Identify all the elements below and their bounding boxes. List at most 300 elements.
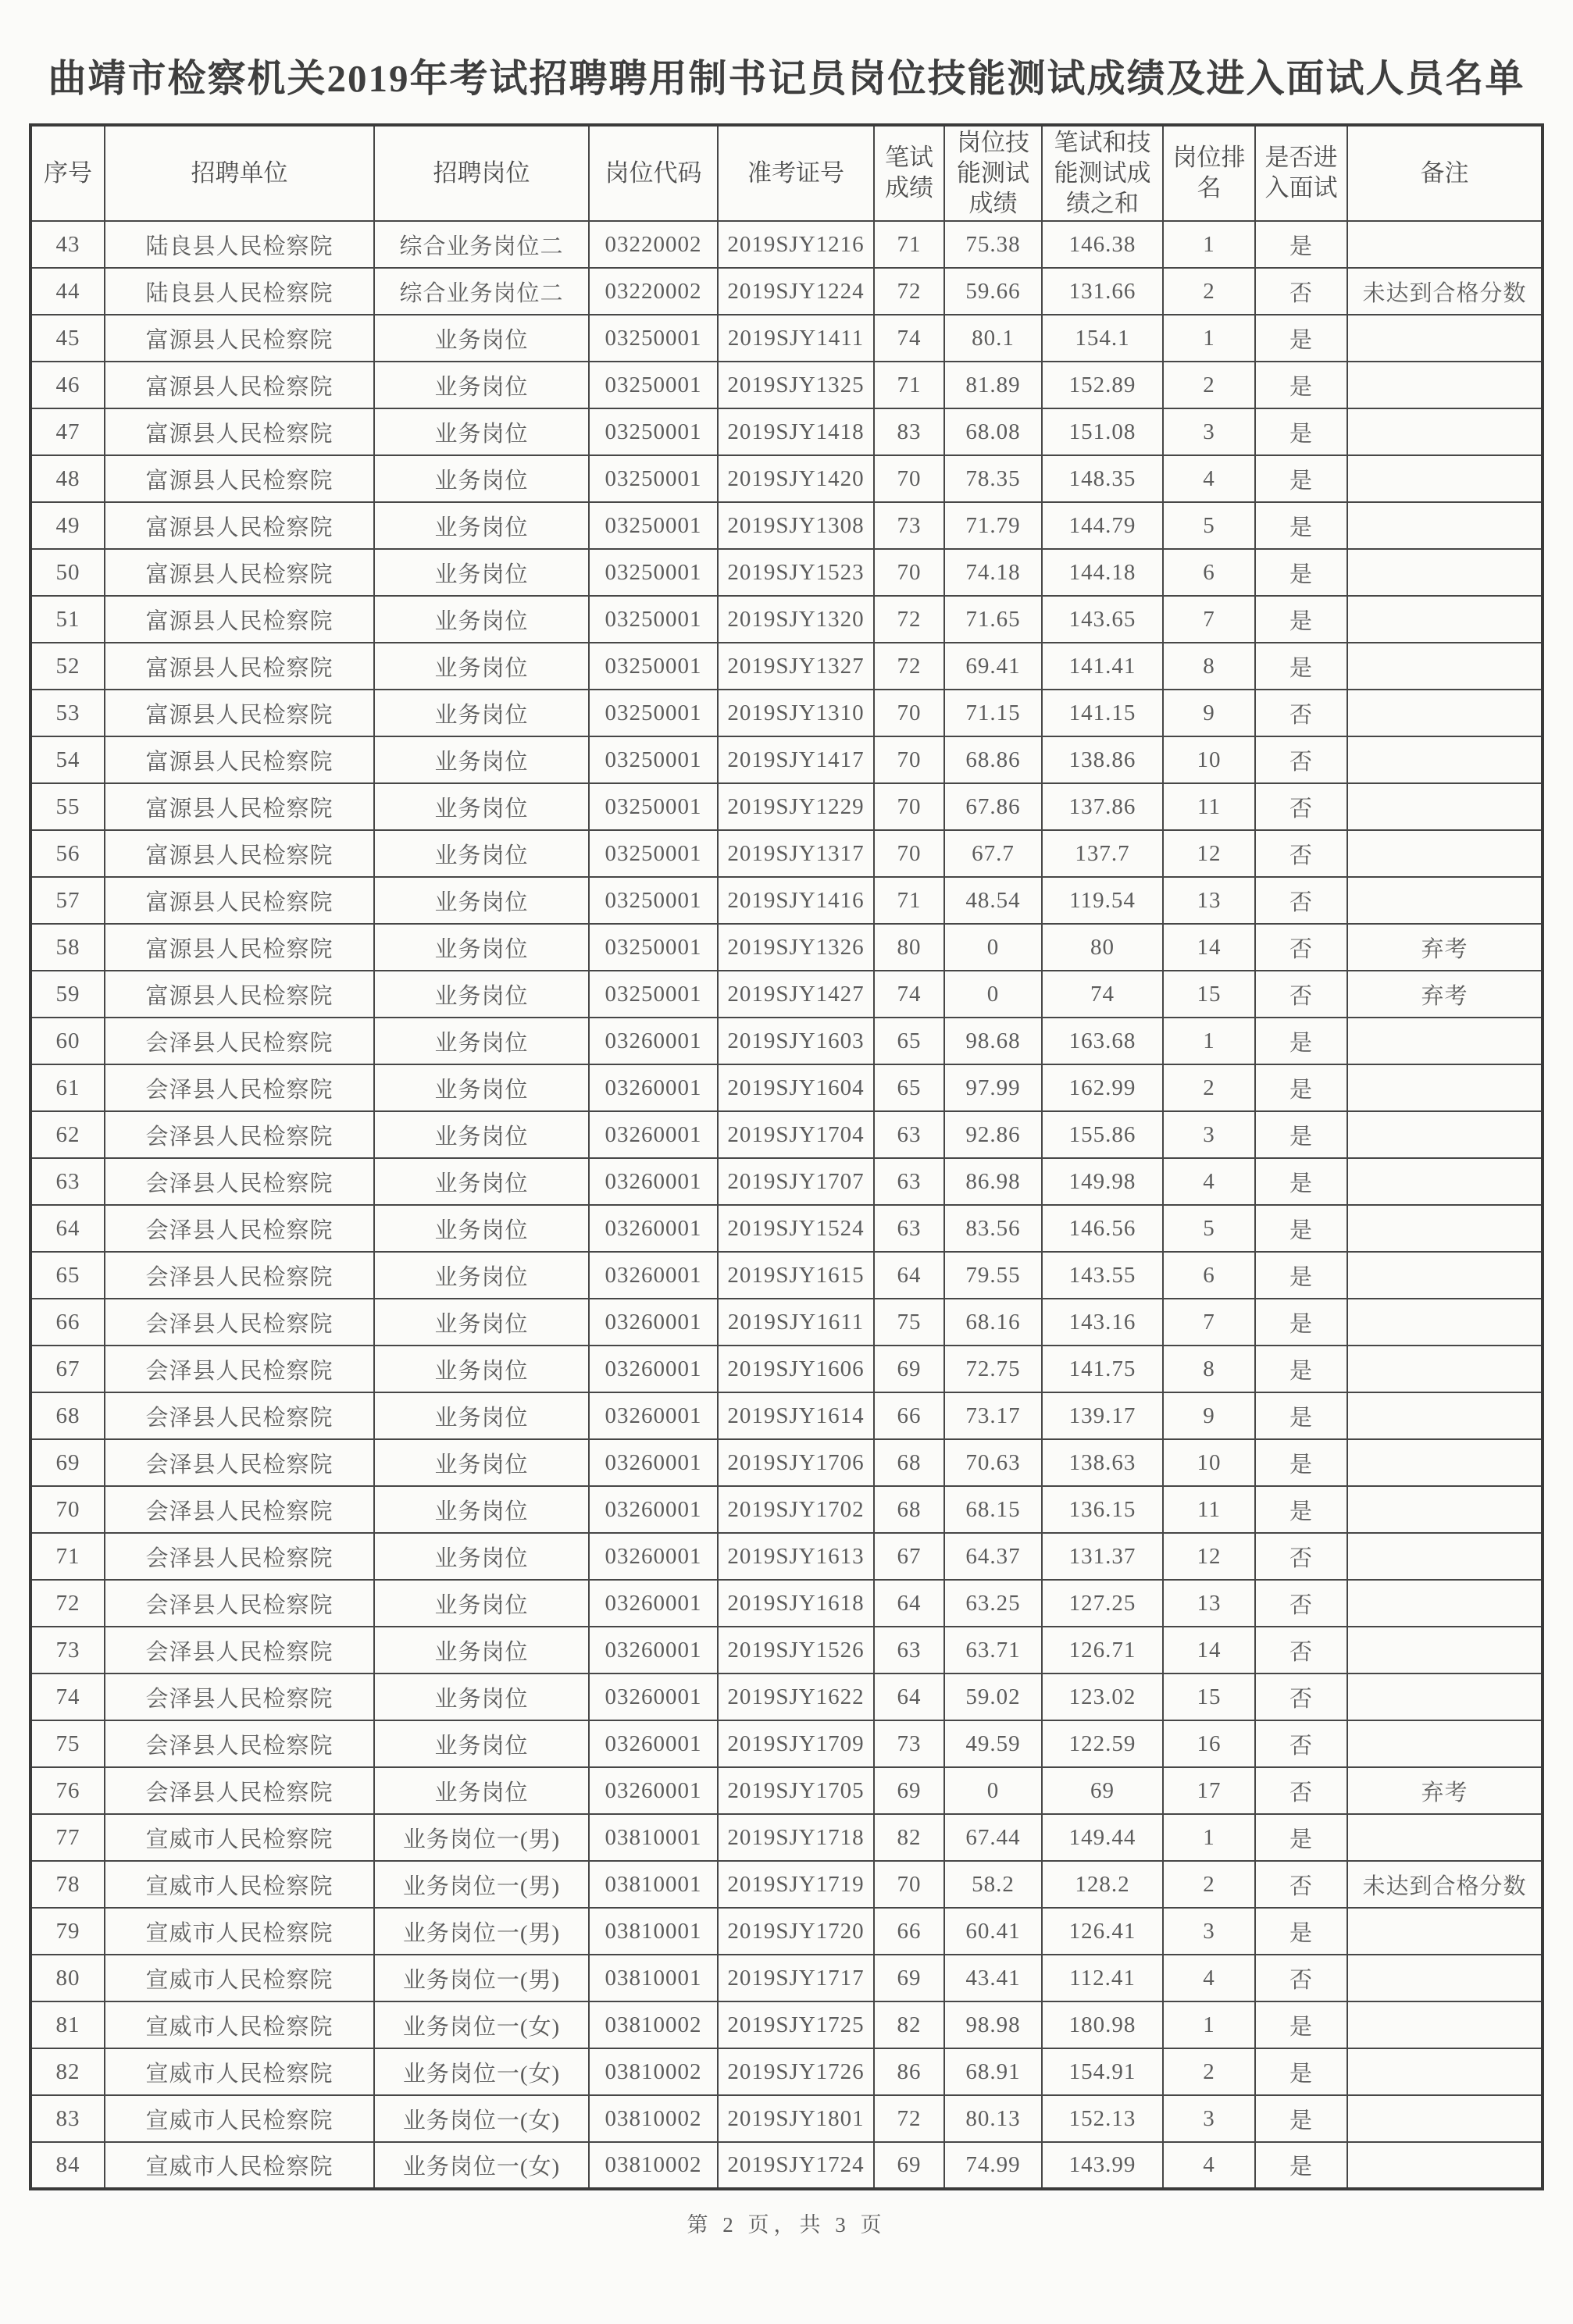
table-cell-rank: 3 — [1163, 1908, 1255, 1955]
table-cell-position: 业务岗位 — [374, 1064, 589, 1111]
table-cell-ticket-no: 2019SJY1327 — [718, 643, 874, 690]
table-cell-position-code: 03250001 — [589, 596, 718, 643]
table-cell-unit: 宣威市人民检察院 — [105, 2142, 374, 2189]
table-cell-remark — [1347, 502, 1543, 549]
table-cell-written-score: 66 — [874, 1392, 944, 1439]
table-cell-ticket-no: 2019SJY1717 — [718, 1955, 874, 2001]
table-cell-position: 业务岗位 — [374, 455, 589, 502]
table-cell-skill-score: 64.37 — [944, 1533, 1042, 1580]
table-cell-skill-score: 80.1 — [944, 315, 1042, 362]
table-cell-written-score: 73 — [874, 1720, 944, 1767]
table-cell-rank: 13 — [1163, 877, 1255, 924]
table-cell-position: 业务岗位 — [374, 315, 589, 362]
table-cell-position: 业务岗位 — [374, 1111, 589, 1158]
table-cell-index: 59 — [30, 971, 105, 1018]
table-cell-enter-interview: 是 — [1255, 1252, 1347, 1299]
table-cell-remark — [1347, 1908, 1543, 1955]
table-row — [30, 1486, 1543, 1533]
table-row — [30, 1111, 1543, 1158]
table-cell-total-score: 143.99 — [1042, 2142, 1163, 2189]
table-cell-position: 业务岗位 — [374, 643, 589, 690]
table-cell-index: 84 — [30, 2142, 105, 2189]
table-cell-unit: 富源县人民检察院 — [105, 690, 374, 736]
table-cell-position-code: 03260001 — [589, 1205, 718, 1252]
table-cell-enter-interview: 否 — [1255, 1720, 1347, 1767]
table-cell-index: 74 — [30, 1673, 105, 1720]
table-cell-rank: 2 — [1163, 1861, 1255, 1908]
table-cell-enter-interview: 是 — [1255, 643, 1347, 690]
table-cell-unit: 会泽县人民检察院 — [105, 1580, 374, 1627]
table-cell-unit: 富源县人民检察院 — [105, 502, 374, 549]
table-cell-enter-interview: 否 — [1255, 877, 1347, 924]
table-cell-total-score: 143.55 — [1042, 1252, 1163, 1299]
table-cell-unit: 陆良县人民检察院 — [105, 268, 374, 315]
table-cell-unit: 会泽县人民检察院 — [105, 1064, 374, 1111]
table-cell-unit: 陆良县人民检察院 — [105, 221, 374, 268]
table-cell-position: 业务岗位 — [374, 1627, 589, 1673]
table-cell-remark — [1347, 596, 1543, 643]
table-cell-index: 54 — [30, 736, 105, 783]
table-cell-skill-score: 83.56 — [944, 1205, 1042, 1252]
table-cell-index: 61 — [30, 1064, 105, 1111]
table-cell-enter-interview: 否 — [1255, 268, 1347, 315]
table-cell-position-code: 03810001 — [589, 1908, 718, 1955]
column-header-skill-score: 岗位技能测试成绩 — [944, 125, 1042, 221]
table-cell-rank: 8 — [1163, 1346, 1255, 1392]
table-cell-unit: 富源县人民检察院 — [105, 362, 374, 408]
table-cell-total-score: 119.54 — [1042, 877, 1163, 924]
table-cell-rank: 1 — [1163, 315, 1255, 362]
table-cell-enter-interview: 否 — [1255, 1580, 1347, 1627]
table-cell-enter-interview: 否 — [1255, 1767, 1347, 1814]
table-cell-unit: 富源县人民检察院 — [105, 830, 374, 877]
column-header-index: 序号 — [30, 125, 105, 221]
table-cell-index: 53 — [30, 690, 105, 736]
table-cell-position-code: 03250001 — [589, 877, 718, 924]
table-cell-remark — [1347, 455, 1543, 502]
table-cell-position-code: 03260001 — [589, 1392, 718, 1439]
table-cell-unit: 会泽县人民检察院 — [105, 1533, 374, 1580]
table-cell-index: 79 — [30, 1908, 105, 1955]
table-cell-written-score: 70 — [874, 783, 944, 830]
table-cell-index: 57 — [30, 877, 105, 924]
table-cell-rank: 2 — [1163, 1064, 1255, 1111]
table-cell-remark — [1347, 1392, 1543, 1439]
table-cell-ticket-no: 2019SJY1326 — [718, 924, 874, 971]
table-cell-position-code: 03810002 — [589, 2095, 718, 2142]
table-cell-rank: 11 — [1163, 783, 1255, 830]
table-cell-position-code: 03250001 — [589, 736, 718, 783]
table-cell-skill-score: 80.13 — [944, 2095, 1042, 2142]
table-cell-unit: 会泽县人民检察院 — [105, 1018, 374, 1064]
table-cell-remark — [1347, 1814, 1543, 1861]
table-cell-remark — [1347, 408, 1543, 455]
table-row — [30, 1392, 1543, 1439]
table-cell-unit: 宣威市人民检察院 — [105, 1861, 374, 1908]
table-cell-position: 业务岗位一(女) — [374, 2048, 589, 2095]
table-cell-skill-score: 43.41 — [944, 1955, 1042, 2001]
table-cell-total-score: 141.75 — [1042, 1346, 1163, 1392]
table-cell-unit: 会泽县人民检察院 — [105, 1299, 374, 1346]
table-cell-remark: 未达到合格分数 — [1347, 1861, 1543, 1908]
table-cell-ticket-no: 2019SJY1606 — [718, 1346, 874, 1392]
table-cell-position-code: 03810002 — [589, 2048, 718, 2095]
table-cell-position: 业务岗位 — [374, 1580, 589, 1627]
table-row — [30, 1533, 1543, 1580]
table-cell-unit: 会泽县人民检察院 — [105, 1439, 374, 1486]
table-cell-written-score: 71 — [874, 221, 944, 268]
table-cell-rank: 6 — [1163, 549, 1255, 596]
table-cell-rank: 4 — [1163, 1955, 1255, 2001]
table-cell-ticket-no: 2019SJY1523 — [718, 549, 874, 596]
table-cell-position-code: 03810002 — [589, 2142, 718, 2189]
table-cell-enter-interview: 否 — [1255, 736, 1347, 783]
table-cell-written-score: 72 — [874, 2095, 944, 2142]
column-header-unit: 招聘单位 — [105, 125, 374, 221]
table-cell-position-code: 03250001 — [589, 690, 718, 736]
table-cell-index: 68 — [30, 1392, 105, 1439]
table-cell-index: 66 — [30, 1299, 105, 1346]
table-cell-written-score: 71 — [874, 362, 944, 408]
table-cell-remark — [1347, 736, 1543, 783]
table-cell-rank: 10 — [1163, 736, 1255, 783]
table-cell-skill-score: 98.98 — [944, 2001, 1042, 2048]
table-cell-total-score: 149.98 — [1042, 1158, 1163, 1205]
table-cell-remark — [1347, 1252, 1543, 1299]
table-cell-rank: 14 — [1163, 1627, 1255, 1673]
table-cell-position-code: 03260001 — [589, 1627, 718, 1673]
table-cell-enter-interview: 是 — [1255, 362, 1347, 408]
table-cell-position: 业务岗位 — [374, 1299, 589, 1346]
table-cell-unit: 宣威市人民检察院 — [105, 1814, 374, 1861]
table-row — [30, 362, 1543, 408]
table-row — [30, 2142, 1543, 2189]
table-cell-index: 75 — [30, 1720, 105, 1767]
table-cell-enter-interview: 否 — [1255, 783, 1347, 830]
table-cell-ticket-no: 2019SJY1325 — [718, 362, 874, 408]
table-cell-index: 80 — [30, 1955, 105, 2001]
table-cell-enter-interview: 是 — [1255, 1064, 1347, 1111]
table-cell-total-score: 143.16 — [1042, 1299, 1163, 1346]
table-cell-unit: 会泽县人民检察院 — [105, 1252, 374, 1299]
table-cell-unit: 会泽县人民检察院 — [105, 1158, 374, 1205]
table-row — [30, 1767, 1543, 1814]
table-cell-position-code: 03250001 — [589, 502, 718, 549]
table-cell-total-score: 126.41 — [1042, 1908, 1163, 1955]
table-cell-remark — [1347, 783, 1543, 830]
table-cell-skill-score: 68.08 — [944, 408, 1042, 455]
table-cell-position-code: 03260001 — [589, 1767, 718, 1814]
table-cell-total-score: 139.17 — [1042, 1392, 1163, 1439]
table-cell-ticket-no: 2019SJY1224 — [718, 268, 874, 315]
table-cell-enter-interview: 否 — [1255, 1861, 1347, 1908]
table-cell-rank: 10 — [1163, 1439, 1255, 1486]
table-cell-remark — [1347, 1486, 1543, 1533]
table-cell-unit: 会泽县人民检察院 — [105, 1111, 374, 1158]
table-cell-ticket-no: 2019SJY1615 — [718, 1252, 874, 1299]
table-cell-ticket-no: 2019SJY1720 — [718, 1908, 874, 1955]
table-cell-position-code: 03250001 — [589, 971, 718, 1018]
table-row — [30, 690, 1543, 736]
table-cell-position: 业务岗位 — [374, 408, 589, 455]
table-cell-skill-score: 60.41 — [944, 1908, 1042, 1955]
table-cell-position: 业务岗位一(女) — [374, 2095, 589, 2142]
table-cell-position-code: 03810001 — [589, 1814, 718, 1861]
table-cell-position: 业务岗位一(男) — [374, 1955, 589, 2001]
table-cell-index: 51 — [30, 596, 105, 643]
table-cell-written-score: 72 — [874, 596, 944, 643]
table-cell-enter-interview: 是 — [1255, 2095, 1347, 2142]
table-cell-skill-score: 68.16 — [944, 1299, 1042, 1346]
table-cell-ticket-no: 2019SJY1709 — [718, 1720, 874, 1767]
table-cell-position: 业务岗位 — [374, 783, 589, 830]
table-cell-enter-interview: 是 — [1255, 221, 1347, 268]
table-cell-ticket-no: 2019SJY1317 — [718, 830, 874, 877]
table-cell-skill-score: 68.86 — [944, 736, 1042, 783]
table-cell-ticket-no: 2019SJY1417 — [718, 736, 874, 783]
table-cell-remark: 弃考 — [1347, 924, 1543, 971]
table-cell-position: 业务岗位 — [374, 1486, 589, 1533]
table-cell-rank: 2 — [1163, 2048, 1255, 2095]
table-cell-remark — [1347, 549, 1543, 596]
table-cell-written-score: 70 — [874, 736, 944, 783]
table-cell-rank: 1 — [1163, 1814, 1255, 1861]
table-cell-rank: 13 — [1163, 1580, 1255, 1627]
table-cell-rank: 3 — [1163, 1111, 1255, 1158]
results-table — [29, 123, 1544, 2190]
table-cell-written-score: 67 — [874, 1533, 944, 1580]
table-cell-total-score: 131.37 — [1042, 1533, 1163, 1580]
table-row — [30, 1439, 1543, 1486]
table-cell-skill-score: 63.25 — [944, 1580, 1042, 1627]
table-cell-skill-score: 97.99 — [944, 1064, 1042, 1111]
table-cell-total-score: 148.35 — [1042, 455, 1163, 502]
table-cell-position-code: 03260001 — [589, 1533, 718, 1580]
table-cell-written-score: 66 — [874, 1908, 944, 1955]
table-cell-position-code: 03250001 — [589, 830, 718, 877]
table-cell-ticket-no: 2019SJY1706 — [718, 1439, 874, 1486]
table-cell-written-score: 86 — [874, 2048, 944, 2095]
table-cell-total-score: 163.68 — [1042, 1018, 1163, 1064]
table-cell-total-score: 131.66 — [1042, 268, 1163, 315]
table-cell-remark — [1347, 362, 1543, 408]
table-cell-enter-interview: 是 — [1255, 1205, 1347, 1252]
table-cell-position-code: 03260001 — [589, 1018, 718, 1064]
table-cell-position: 业务岗位 — [374, 736, 589, 783]
table-cell-position-code: 03260001 — [589, 1346, 718, 1392]
table-cell-unit: 富源县人民检察院 — [105, 455, 374, 502]
table-cell-remark — [1347, 1158, 1543, 1205]
table-cell-remark — [1347, 1720, 1543, 1767]
table-cell-position: 业务岗位一(女) — [374, 2142, 589, 2189]
table-cell-total-score: 162.99 — [1042, 1064, 1163, 1111]
table-cell-rank: 1 — [1163, 221, 1255, 268]
table-cell-remark — [1347, 2001, 1543, 2048]
table-cell-written-score: 69 — [874, 1955, 944, 2001]
table-row — [30, 455, 1543, 502]
table-row — [30, 1158, 1543, 1205]
table-cell-ticket-no: 2019SJY1613 — [718, 1533, 874, 1580]
table-row — [30, 1720, 1543, 1767]
table-cell-written-score: 63 — [874, 1158, 944, 1205]
table-cell-position: 综合业务岗位二 — [374, 268, 589, 315]
table-cell-written-score: 74 — [874, 971, 944, 1018]
table-cell-remark — [1347, 2048, 1543, 2095]
table-cell-index: 46 — [30, 362, 105, 408]
column-header-position-code: 岗位代码 — [589, 125, 718, 221]
table-cell-rank: 14 — [1163, 924, 1255, 971]
table-cell-index: 71 — [30, 1533, 105, 1580]
table-cell-position-code: 03250001 — [589, 315, 718, 362]
table-cell-index: 78 — [30, 1861, 105, 1908]
table-cell-remark — [1347, 690, 1543, 736]
table-cell-enter-interview: 是 — [1255, 1018, 1347, 1064]
table-cell-position: 业务岗位 — [374, 1767, 589, 1814]
table-cell-position: 业务岗位 — [374, 1018, 589, 1064]
table-cell-ticket-no: 2019SJY1704 — [718, 1111, 874, 1158]
table-cell-position-code: 03260001 — [589, 1158, 718, 1205]
table-cell-position: 综合业务岗位二 — [374, 221, 589, 268]
table-row — [30, 549, 1543, 596]
table-cell-position-code: 03260001 — [589, 1439, 718, 1486]
table-cell-written-score: 70 — [874, 830, 944, 877]
table-cell-rank: 15 — [1163, 1673, 1255, 1720]
table-cell-remark — [1347, 1064, 1543, 1111]
table-row — [30, 1814, 1543, 1861]
table-row — [30, 1252, 1543, 1299]
table-cell-unit: 富源县人民检察院 — [105, 408, 374, 455]
table-cell-index: 82 — [30, 2048, 105, 2095]
table-cell-ticket-no: 2019SJY1524 — [718, 1205, 874, 1252]
table-cell-enter-interview: 是 — [1255, 502, 1347, 549]
table-cell-enter-interview: 是 — [1255, 1486, 1347, 1533]
table-cell-index: 70 — [30, 1486, 105, 1533]
table-cell-written-score: 82 — [874, 1814, 944, 1861]
table-cell-position-code: 03250001 — [589, 549, 718, 596]
table-cell-total-score: 138.63 — [1042, 1439, 1163, 1486]
table-cell-written-score: 64 — [874, 1673, 944, 1720]
table-cell-unit: 宣威市人民检察院 — [105, 2001, 374, 2048]
table-cell-written-score: 83 — [874, 408, 944, 455]
table-cell-skill-score: 70.63 — [944, 1439, 1042, 1486]
table-cell-remark — [1347, 1346, 1543, 1392]
table-cell-enter-interview: 否 — [1255, 1955, 1347, 2001]
table-row — [30, 502, 1543, 549]
table-cell-ticket-no: 2019SJY1611 — [718, 1299, 874, 1346]
table-cell-position-code: 03810001 — [589, 1861, 718, 1908]
table-cell-position-code: 03260001 — [589, 1064, 718, 1111]
table-cell-rank: 1 — [1163, 1018, 1255, 1064]
table-cell-skill-score: 78.35 — [944, 455, 1042, 502]
table-cell-enter-interview: 是 — [1255, 596, 1347, 643]
table-cell-written-score: 72 — [874, 268, 944, 315]
table-cell-written-score: 64 — [874, 1580, 944, 1627]
table-cell-ticket-no: 2019SJY1719 — [718, 1861, 874, 1908]
table-cell-index: 65 — [30, 1252, 105, 1299]
table-cell-position-code: 03250001 — [589, 408, 718, 455]
table-cell-remark — [1347, 1018, 1543, 1064]
table-cell-skill-score: 73.17 — [944, 1392, 1042, 1439]
table-cell-remark — [1347, 1111, 1543, 1158]
table-cell-rank: 4 — [1163, 455, 1255, 502]
table-cell-written-score: 63 — [874, 1627, 944, 1673]
table-cell-skill-score: 86.98 — [944, 1158, 1042, 1205]
table-cell-position: 业务岗位 — [374, 1392, 589, 1439]
table-cell-skill-score: 63.71 — [944, 1627, 1042, 1673]
table-row — [30, 1346, 1543, 1392]
table-cell-ticket-no: 2019SJY1718 — [718, 1814, 874, 1861]
table-cell-ticket-no: 2019SJY1618 — [718, 1580, 874, 1627]
table-row — [30, 2048, 1543, 2095]
table-cell-ticket-no: 2019SJY1416 — [718, 877, 874, 924]
table-cell-ticket-no: 2019SJY1229 — [718, 783, 874, 830]
table-cell-total-score: 151.08 — [1042, 408, 1163, 455]
table-cell-total-score: 136.15 — [1042, 1486, 1163, 1533]
table-cell-rank: 9 — [1163, 1392, 1255, 1439]
table-cell-unit: 会泽县人民检察院 — [105, 1720, 374, 1767]
table-cell-total-score: 141.41 — [1042, 643, 1163, 690]
table-cell-position: 业务岗位 — [374, 502, 589, 549]
table-cell-position-code: 03250001 — [589, 362, 718, 408]
table-cell-written-score: 70 — [874, 549, 944, 596]
table-row — [30, 1908, 1543, 1955]
table-cell-rank: 16 — [1163, 1720, 1255, 1767]
table-cell-remark — [1347, 830, 1543, 877]
table-row — [30, 221, 1543, 268]
table-cell-rank: 6 — [1163, 1252, 1255, 1299]
table-cell-rank: 15 — [1163, 971, 1255, 1018]
table-row — [30, 783, 1543, 830]
table-cell-written-score: 65 — [874, 1064, 944, 1111]
table-cell-written-score: 68 — [874, 1486, 944, 1533]
table-cell-enter-interview: 是 — [1255, 1392, 1347, 1439]
table-cell-written-score: 74 — [874, 315, 944, 362]
table-row — [30, 1580, 1543, 1627]
table-cell-position: 业务岗位 — [374, 1346, 589, 1392]
table-cell-position: 业务岗位 — [374, 1158, 589, 1205]
table-cell-position: 业务岗位 — [374, 971, 589, 1018]
column-header-rank: 岗位排名 — [1163, 125, 1255, 221]
table-row — [30, 1018, 1543, 1064]
table-cell-rank: 17 — [1163, 1767, 1255, 1814]
column-header-enter-interview: 是否进入面试 — [1255, 125, 1347, 221]
table-cell-position: 业务岗位 — [374, 924, 589, 971]
table-cell-enter-interview: 是 — [1255, 408, 1347, 455]
table-cell-skill-score: 0 — [944, 1767, 1042, 1814]
table-cell-index: 48 — [30, 455, 105, 502]
column-header-position: 招聘岗位 — [374, 125, 589, 221]
table-cell-total-score: 152.13 — [1042, 2095, 1163, 2142]
table-cell-written-score: 82 — [874, 2001, 944, 2048]
table-cell-unit: 会泽县人民检察院 — [105, 1392, 374, 1439]
table-cell-enter-interview: 是 — [1255, 1814, 1347, 1861]
table-cell-rank: 12 — [1163, 830, 1255, 877]
table-cell-rank: 7 — [1163, 1299, 1255, 1346]
table-cell-skill-score: 68.91 — [944, 2048, 1042, 2095]
table-cell-total-score: 69 — [1042, 1767, 1163, 1814]
column-header-total-score: 笔试和技能测试成绩之和 — [1042, 125, 1163, 221]
table-cell-written-score: 63 — [874, 1205, 944, 1252]
table-row — [30, 971, 1543, 1018]
table-cell-remark — [1347, 1673, 1543, 1720]
table-cell-index: 56 — [30, 830, 105, 877]
table-cell-position-code: 03260001 — [589, 1720, 718, 1767]
table-cell-position-code: 03250001 — [589, 924, 718, 971]
table-cell-position-code: 03260001 — [589, 1252, 718, 1299]
table-cell-position: 业务岗位一(男) — [374, 1814, 589, 1861]
table-cell-total-score: 149.44 — [1042, 1814, 1163, 1861]
table-cell-remark — [1347, 1205, 1543, 1252]
